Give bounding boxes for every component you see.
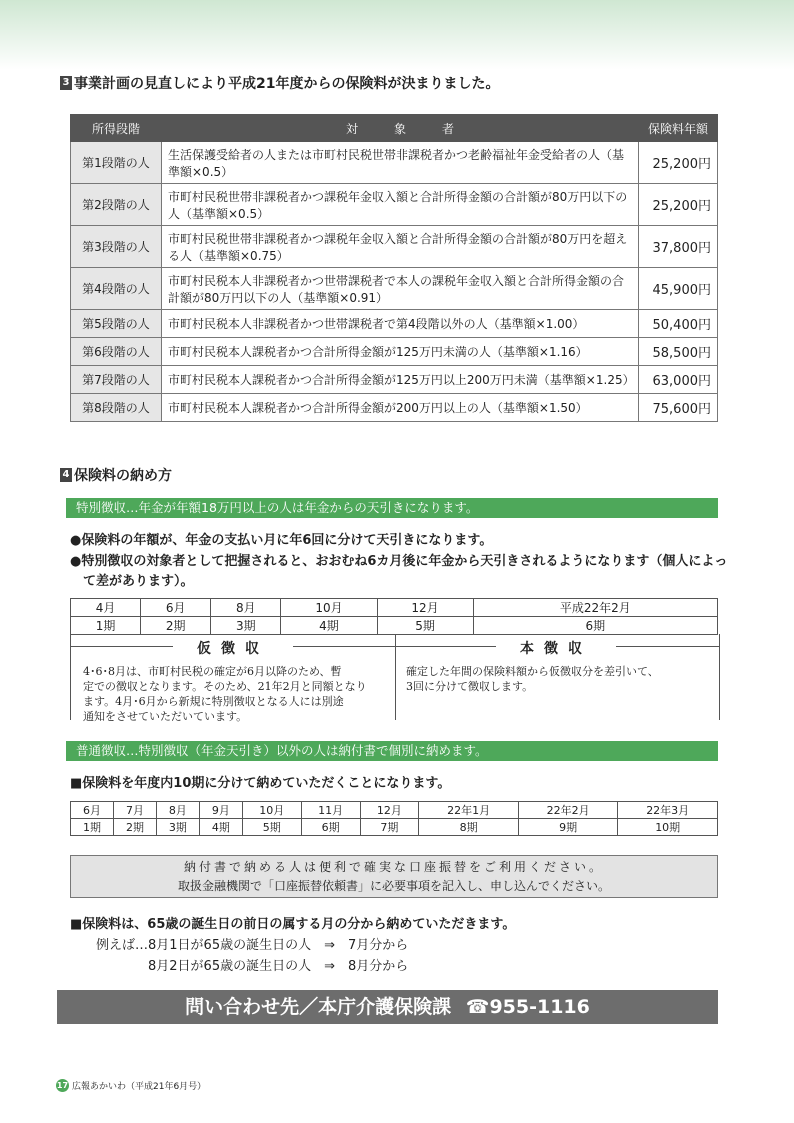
example-line-1: 例えば…8月1日が65歳の誕生日の人 ⇒ 7月分から xyxy=(96,938,409,953)
month-cell: 8月 xyxy=(156,802,199,819)
col-header-stage: 所得段階 xyxy=(71,115,162,142)
target-cell: 市町村民税世帯非課税者かつ課税年金収入額と合計所得金額の合計額が80万円を超える人（基準額×0.75） xyxy=(162,226,639,268)
period-cell: 5期 xyxy=(242,819,301,836)
top-gradient-band xyxy=(0,0,794,70)
tokubetsu-month-row xyxy=(71,599,718,617)
col-header-amount: 保険料年額 xyxy=(639,115,718,142)
period-cell: 3期 xyxy=(156,819,199,836)
stage-cell: 第5段階の人 xyxy=(71,310,162,338)
hon-text xyxy=(406,664,711,694)
hon-text-line: 3回に分けて徴収します。 xyxy=(406,680,534,693)
amount-cell: 50,400円 xyxy=(639,310,718,338)
table-row xyxy=(71,226,718,268)
period-cell: 1期 xyxy=(71,617,141,635)
futsu-banner: 普通徴収…特別徴収（年金天引き）以外の人は納付書で個別に納めます。 xyxy=(66,741,718,761)
table-row xyxy=(71,142,718,184)
target-cell: 市町村民税本人非課税者かつ世帯課税者で本人の課税年金収入額と合計所得金額の合計額が80万円以下の人（基準額×0.91） xyxy=(162,268,639,310)
contact-label: 問い合わせ先／本庁介護保険課 xyxy=(185,996,452,1018)
month-cell: 11月 xyxy=(301,802,360,819)
period-cell: 2期 xyxy=(113,819,156,836)
notice-line-2: 取扱金融機関で「口座振替依頼書」に必要事項を記入し、申し込んでください。 xyxy=(177,879,610,893)
target-cell: 市町村民税本人課税者かつ合計所得金額が200万円以上の人（基準額×1.50） xyxy=(162,394,639,422)
bullet-1: ●保険料の年額が、年金の支払い月に年6回に分けて天引きになります。 xyxy=(70,533,493,548)
hon-column xyxy=(396,634,719,720)
amount-cell: 25,200円 xyxy=(639,184,718,226)
age-note: ■保険料は、65歳の誕生日の前日の属する月の分から納めていただきます。 xyxy=(70,917,516,932)
month-cell: 10月 xyxy=(281,599,377,617)
stage-cell: 第8段階の人 xyxy=(71,394,162,422)
stage-cell: 第6段階の人 xyxy=(71,338,162,366)
phone-icon: ☎ xyxy=(465,996,490,1018)
month-cell: 9月 xyxy=(199,802,242,819)
footer xyxy=(56,1079,206,1092)
stage-cell: 第4段階の人 xyxy=(71,268,162,310)
table-row xyxy=(71,184,718,226)
period-cell: 7期 xyxy=(360,819,419,836)
notice-line-1: 納付書で納める人は便利で確実な口座振替をご利用ください。 xyxy=(183,860,604,874)
account-transfer-notice xyxy=(70,855,718,898)
table-row xyxy=(71,268,718,310)
kari-text-line: 定での徴収となります。そのため、21年2月と同額となり xyxy=(83,680,367,693)
month-cell: 10月 xyxy=(242,802,301,819)
hon-label: 本徴収 xyxy=(496,638,616,654)
month-cell: 22年1月 xyxy=(419,802,519,819)
tokubetsu-period-row xyxy=(71,617,718,635)
period-cell: 4期 xyxy=(199,819,242,836)
table-row xyxy=(71,338,718,366)
example-line-2: 8月2日が65歳の誕生日の人 ⇒ 8月分から xyxy=(148,959,409,974)
collection-explanation-area xyxy=(70,634,720,723)
period-cell: 10期 xyxy=(618,819,718,836)
target-cell: 市町村民税本人課税者かつ合計所得金額が125万円未満の人（基準額×1.16） xyxy=(162,338,639,366)
hon-text-line: 確定した年間の保険料額から仮徴収分を差引いて、 xyxy=(406,665,659,678)
kari-text-line: ます。4月･6月から新規に特別徴収となる人には別途 xyxy=(83,695,344,708)
month-cell: 4月 xyxy=(71,599,141,617)
section-number-badge: 3 xyxy=(60,76,72,90)
target-cell: 生活保護受給者の人または市町村民税世帯非課税者かつ老齢福祉年金受給者の人（基準額×0.5） xyxy=(162,142,639,184)
kari-text-line: 通知をさせていただいています。 xyxy=(83,710,248,723)
month-cell: 12月 xyxy=(360,802,419,819)
period-cell: 1期 xyxy=(71,819,114,836)
period-cell: 2期 xyxy=(141,617,211,635)
table-row xyxy=(71,310,718,338)
section4-title: 保険料の納め方 xyxy=(74,468,172,484)
futsu-period-row xyxy=(71,819,718,836)
amount-cell: 75,600円 xyxy=(639,394,718,422)
kari-text xyxy=(83,664,388,724)
table-header-row xyxy=(71,115,718,142)
futsu-schedule-table xyxy=(70,801,718,836)
kari-column xyxy=(71,634,396,723)
futsu-note: ■保険料を年度内10期に分けて納めていただくことになります。 xyxy=(70,776,451,791)
section-number-badge: 4 xyxy=(60,468,72,482)
month-cell: 6月 xyxy=(71,802,114,819)
period-cell: 4期 xyxy=(281,617,377,635)
month-cell: 22年3月 xyxy=(618,802,718,819)
kari-text-line: 4･6･8月は、市町村民税の確定が6月以降のため、暫 xyxy=(83,665,342,678)
period-cell: 6期 xyxy=(473,617,717,635)
stage-cell: 第1段階の人 xyxy=(71,142,162,184)
stage-cell: 第7段階の人 xyxy=(71,366,162,394)
period-cell: 3期 xyxy=(211,617,281,635)
contact-phone: 955-1116 xyxy=(489,996,590,1018)
target-cell: 市町村民税世帯非課税者かつ課税年金収入額と合計所得金額の合計額が80万円以下の人（基準額×0.5） xyxy=(162,184,639,226)
stage-cell: 第2段階の人 xyxy=(71,184,162,226)
month-cell: 22年2月 xyxy=(518,802,618,819)
period-cell: 8期 xyxy=(419,819,519,836)
period-cell: 5期 xyxy=(377,617,473,635)
section3-title: 事業計画の見直しにより平成21年度からの保険料が決まりました。 xyxy=(74,76,500,92)
amount-cell: 45,900円 xyxy=(639,268,718,310)
amount-cell: 58,500円 xyxy=(639,338,718,366)
section3-heading xyxy=(60,73,499,93)
futsu-month-row xyxy=(71,802,718,819)
footer-text: 広報あかいわ（平成21年6月号） xyxy=(72,1082,207,1092)
stage-cell: 第3段階の人 xyxy=(71,226,162,268)
table-row xyxy=(71,366,718,394)
col-header-target: 対 象 者 xyxy=(162,115,639,142)
target-cell: 市町村民税本人課税者かつ合計所得金額が125万円以上200万円未満（基準額×1.25） xyxy=(162,366,639,394)
month-cell: 平成22年2月 xyxy=(473,599,717,617)
premium-table xyxy=(70,114,718,422)
month-cell: 8月 xyxy=(211,599,281,617)
amount-cell: 25,200円 xyxy=(639,142,718,184)
kari-label: 仮徴収 xyxy=(173,638,293,654)
bullet-2: ●特別徴収の対象者として把握されると、おおむね6カ月後に年金から天引きされるようになります（個人によっ xyxy=(70,554,728,569)
target-cell: 市町村民税本人非課税者かつ世帯課税者で第4段階以外の人（基準額×1.00） xyxy=(162,310,639,338)
month-cell: 6月 xyxy=(141,599,211,617)
tokubetsu-schedule-table xyxy=(70,598,718,635)
amount-cell: 37,800円 xyxy=(639,226,718,268)
period-cell: 9期 xyxy=(518,819,618,836)
period-cell: 6期 xyxy=(301,819,360,836)
page-number-badge: 17 xyxy=(56,1081,69,1090)
table-row xyxy=(71,394,718,422)
tokubetsu-banner: 特別徴収…年金が年額18万円以上の人は年金からの天引きになります。 xyxy=(66,498,718,518)
contact-banner xyxy=(57,990,718,1024)
amount-cell: 63,000円 xyxy=(639,366,718,394)
month-cell: 7月 xyxy=(113,802,156,819)
section4-heading xyxy=(60,465,172,485)
bullet-2-cont: て差があります）。 xyxy=(70,574,194,589)
month-cell: 12月 xyxy=(377,599,473,617)
